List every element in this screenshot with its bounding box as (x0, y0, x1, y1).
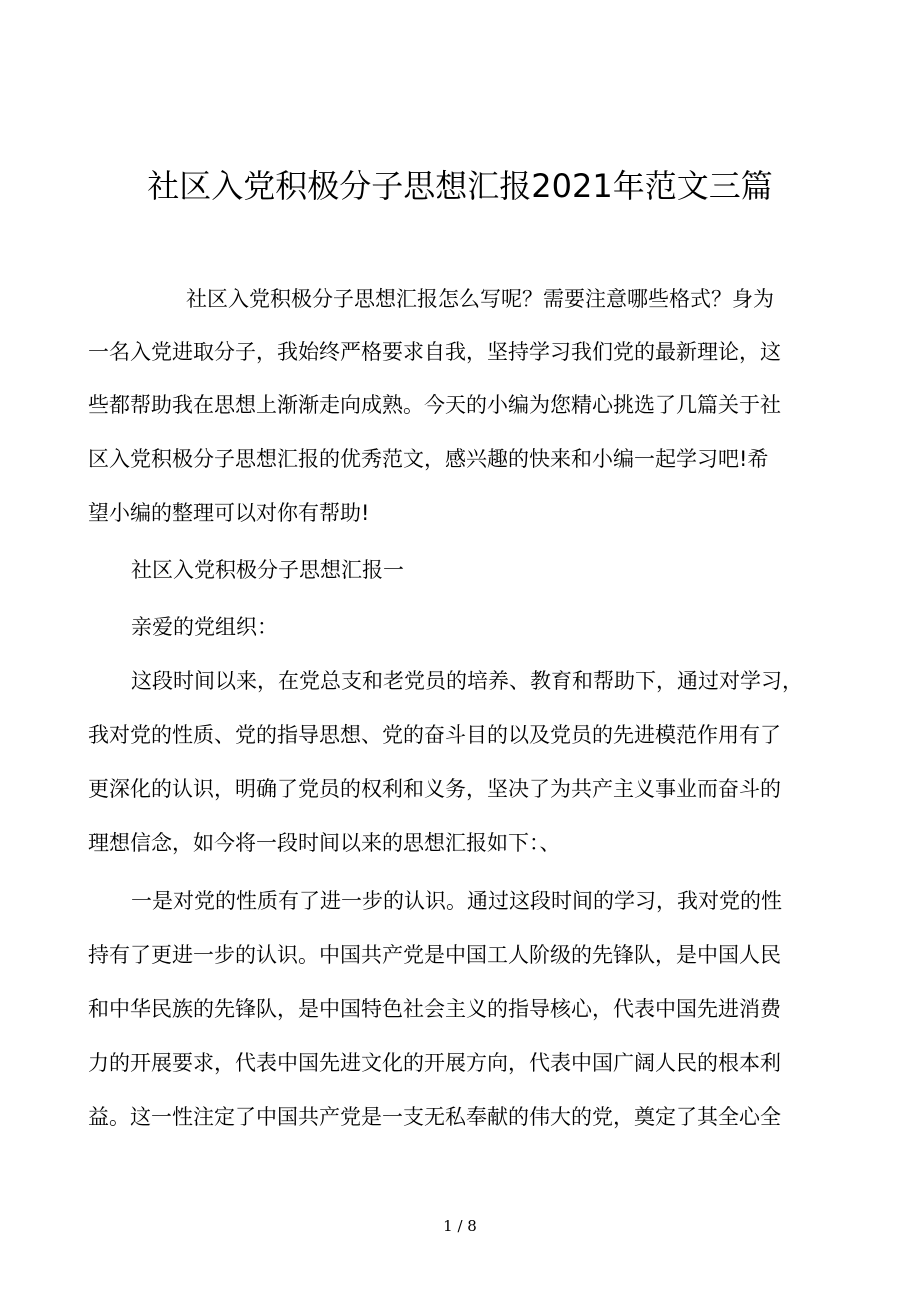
body-line: 我对党的性质、党的指导思想、党的奋斗目的以及党员的先进模范作用有了 (88, 723, 781, 747)
body-line: 社区入党积极分子思想汇报怎么写呢？需要注意哪些格式？身为 (186, 287, 774, 311)
body-line: 区入党积极分子思想汇报的优秀范文，感兴趣的快来和小编一起学习吧!希 (88, 447, 769, 471)
page-indicator: 1 / 8 (443, 1217, 477, 1235)
body-line: 力的开展要求，代表中国先进文化的开展方向，代表中国广阔人民的根本利 (88, 1051, 781, 1075)
body-line: 持有了更进一步的认识。中国共产党是中国工人阶级的先锋队，是中国人民 (88, 943, 781, 967)
body-line: 更深化的认识，明确了党员的权利和义务，坚决了为共产主义事业而奋斗的 (88, 777, 781, 801)
body-line: 一名入党进取分子，我始终严格要求自我，坚持学习我们党的最新理论，这 (88, 340, 781, 364)
body-line: 些都帮助我在思想上渐渐走向成熟。今天的小编为您精心挑选了几篇关于社 (88, 393, 781, 417)
body-line: 和中华民族的先锋队，是中国特色社会主义的指导核心，代表中国先进消费 (88, 997, 781, 1021)
section-heading: 社区入党积极分子思想汇报一 (131, 558, 404, 582)
body-line: 望小编的整理可以对你有帮助! (88, 501, 370, 525)
salutation: 亲爱的党组织： (131, 615, 278, 639)
body-line: 这段时间以来，在党总支和老党员的培养、教育和帮助下，通过对学习， (131, 669, 803, 693)
body-line: 益。这一性注定了中国共产党是一支无私奉献的伟大的党，奠定了其全心全 (88, 1105, 781, 1129)
body-line: 一是对党的性质有了进一步的认识。通过这段时间的学习，我对党的性 (131, 889, 782, 913)
document-title: 社区入党积极分子思想汇报2021年范文三篇 (147, 167, 773, 205)
body-line: 理想信念，如今将一段时间以来的思想汇报如下：、 (88, 831, 561, 855)
